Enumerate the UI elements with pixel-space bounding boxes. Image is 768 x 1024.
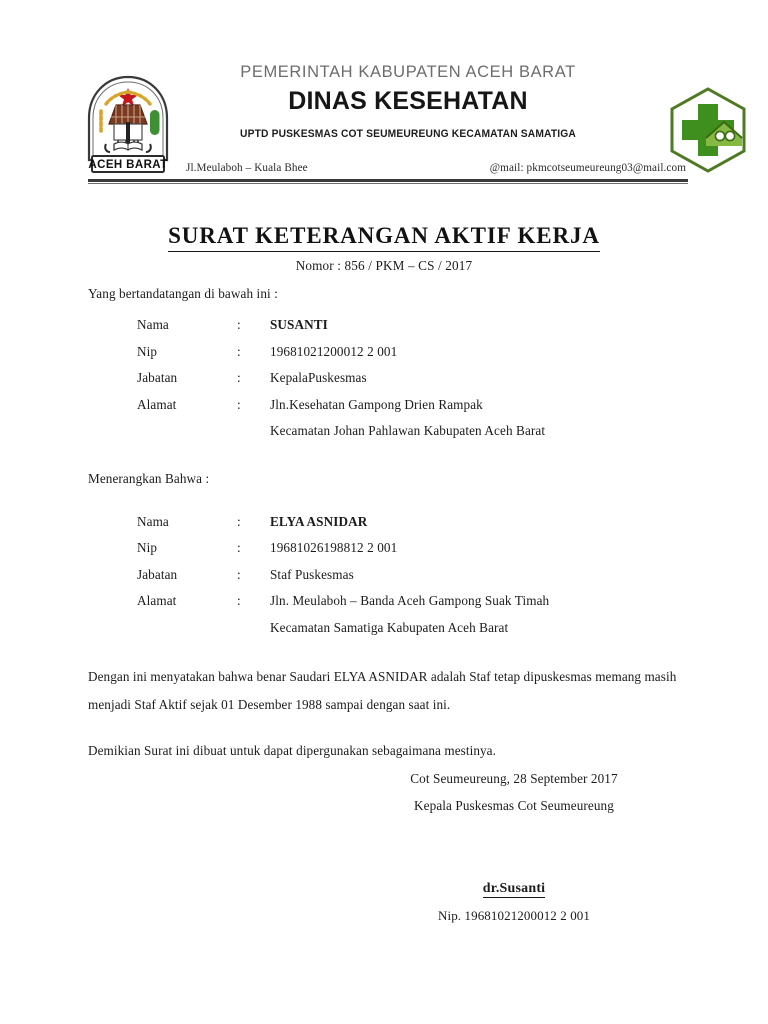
row-colon-empty xyxy=(237,418,270,445)
row-value: Jln. Meulaboh – Banda Aceh Gampong Suak Timah xyxy=(270,593,550,608)
row-label: Jabatan xyxy=(137,370,178,385)
declare-intro-line: Menerangkan Bahwa : xyxy=(88,470,210,486)
table-row xyxy=(137,535,549,562)
row-colon: : xyxy=(237,513,241,529)
letterhead-contact-row xyxy=(186,162,686,174)
spacer xyxy=(0,445,768,471)
signature-name: dr.Susanti xyxy=(482,881,546,896)
table-row xyxy=(137,312,545,339)
row-colon: : xyxy=(237,540,241,555)
signature-nip: Nip. 19681021200012 2 001 xyxy=(438,908,590,923)
divider-thin-line xyxy=(88,183,688,184)
row-value: 19681026198812 2 001 xyxy=(270,540,398,555)
signature-place-date: Cot Seumeureung, 28 September 2017 xyxy=(410,771,618,786)
spacer xyxy=(0,719,768,737)
row-label: Nip xyxy=(137,343,158,359)
row-value: 19681021200012 2 001 xyxy=(270,343,398,359)
row-value: SUSANTI xyxy=(270,317,328,332)
row-label-empty xyxy=(137,615,237,642)
puskesmas-logo-icon xyxy=(662,84,754,176)
row-value-continuation: Kecamatan Samatiga Kabupaten Aceh Barat xyxy=(270,619,509,635)
table-row xyxy=(137,615,549,642)
signature-heading xyxy=(340,765,688,819)
row-label-empty xyxy=(137,418,237,445)
letter-body xyxy=(0,286,768,765)
row-label: Jabatan xyxy=(137,566,178,582)
row-label: Alamat xyxy=(137,593,177,608)
letterhead-text xyxy=(168,62,648,140)
body-paragraph: Dengan ini menyatakan bahwa benar Saudari ELYA ASNIDAR adalah Staf tetap dipuskesmas memang masih menjadi Staf Aktif sejak 01 Desember 1988 sampai dengan saat ini. xyxy=(88,669,677,712)
row-value: Jln.Kesehatan Gampong Drien Rampak xyxy=(270,396,483,412)
unit-line: UPTD PUSKESMAS COT SEUMEUREUNG KECAMATAN SAMATIGA xyxy=(240,128,576,141)
row-colon: : xyxy=(237,317,241,332)
row-colon: : xyxy=(237,593,241,608)
title-block xyxy=(0,222,768,274)
table-row xyxy=(137,509,549,536)
signature-name-wrap xyxy=(340,880,688,898)
office-address: Jl.Meulaboh – Kuala Bhee xyxy=(186,162,308,174)
table-row xyxy=(137,392,545,419)
row-label: Alamat xyxy=(137,396,177,412)
row-colon: : xyxy=(237,343,241,359)
document-number: Nomor : 856 / PKM – CS / 2017 xyxy=(295,258,473,274)
row-value: Staf Puskesmas xyxy=(270,566,354,582)
row-colon: : xyxy=(237,396,241,412)
table-row xyxy=(137,365,545,392)
signer-details-table xyxy=(137,312,545,445)
signature-position: Kepala Puskesmas Cot Seumeureung xyxy=(414,798,614,813)
table-row xyxy=(137,418,545,445)
table-row xyxy=(137,588,549,615)
row-colon-empty xyxy=(237,615,270,642)
row-colon: : xyxy=(237,370,241,385)
table-row xyxy=(137,562,549,589)
svg-text:ACEH BARAT: ACEH BARAT xyxy=(88,159,168,171)
spacer xyxy=(0,641,768,663)
row-value: KepalaPuskesmas xyxy=(270,370,367,385)
closing-paragraph: Demikian Surat ini dibuat untuk dapat dipergunakan sebagaimana mestinya. xyxy=(88,743,496,758)
row-value: ELYA ASNIDAR xyxy=(270,513,368,529)
row-colon: : xyxy=(237,566,241,582)
document-title: SURAT KETERANGAN AKTIF KERJA xyxy=(168,222,600,252)
office-email: @mail: pkmcotseumeureung03@mail.com xyxy=(489,162,686,174)
table-row xyxy=(137,339,545,366)
aceh-barat-coat-of-arms-icon xyxy=(76,74,180,176)
intro-line: Yang bertandatangan di bawah ini : xyxy=(88,286,278,301)
row-value-continuation: Kecamatan Johan Pahlawan Kabupaten Aceh Barat xyxy=(270,423,546,438)
government-line: PEMERINTAH KABUPATEN ACEH BARAT xyxy=(240,63,576,81)
row-label: Nama xyxy=(137,317,169,332)
letterhead-divider xyxy=(88,179,688,184)
row-label: Nama xyxy=(137,513,169,529)
department-line: DINAS KESEHATAN xyxy=(288,86,528,115)
subject-details-table xyxy=(137,509,549,642)
row-label: Nip xyxy=(137,540,158,555)
